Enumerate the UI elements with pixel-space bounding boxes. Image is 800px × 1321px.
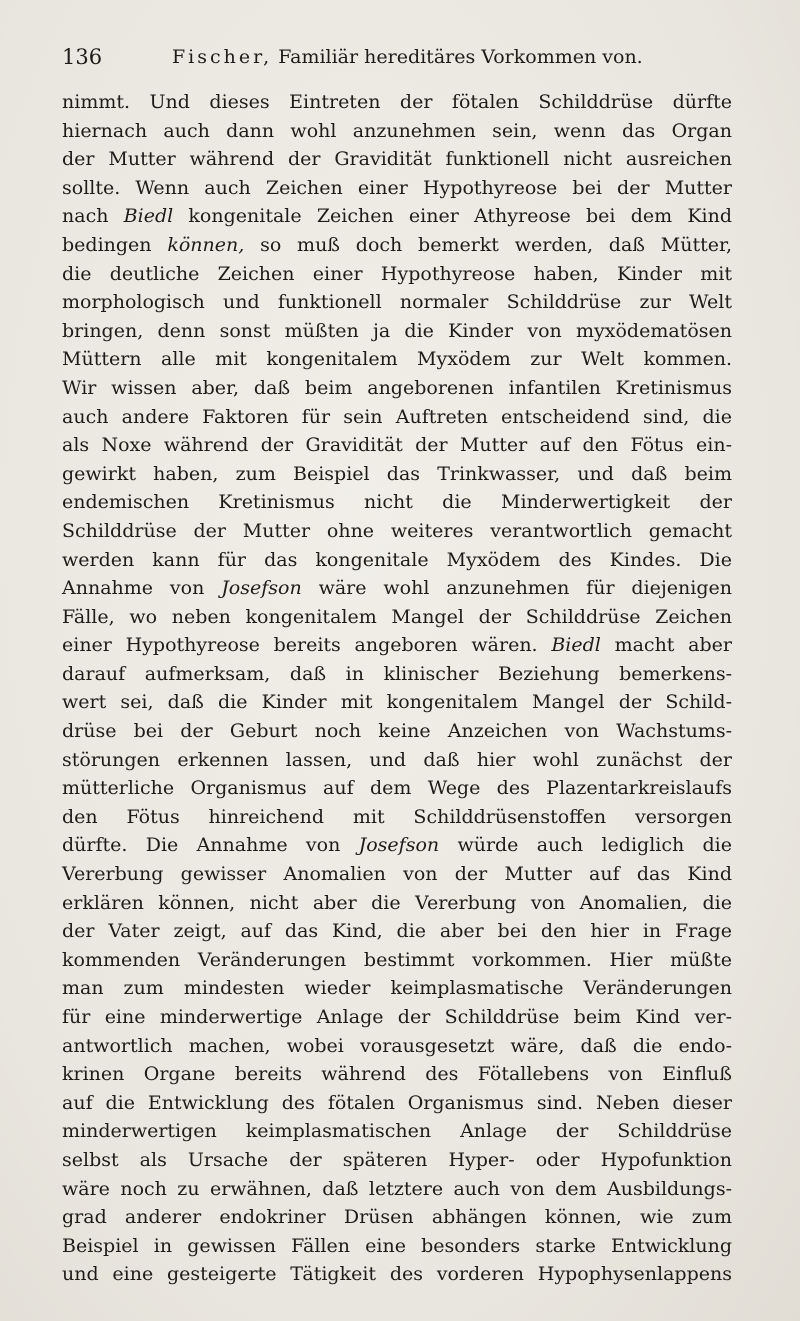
text-segment: der Mutter während der Gravidität funktionell nicht ausreichen — [62, 148, 732, 171]
text-line — [62, 202, 732, 231]
text-segment: würde auch lediglich die — [439, 834, 733, 857]
text-segment: Annahme von — [62, 577, 222, 600]
text-line — [62, 574, 732, 603]
text-line — [62, 1117, 732, 1146]
text-segment: störungen erkennen lassen, und daß hier wohl zunächst der — [62, 748, 732, 771]
text-line — [62, 403, 732, 432]
text-segment: den Fötus hinreichend mit Schilddrüsenstoffen versorgen — [62, 805, 732, 828]
cited-author: Biedl — [123, 205, 174, 228]
text-segment: bringen, denn sonst müßten ja die Kinder von myxödematösen — [62, 319, 732, 342]
text-segment: als Noxe während der Gravidität der Mutter auf den Fötus ein- — [62, 434, 732, 457]
text-segment: minderwertigen keimplasmatischen Anlage der Schilddrüse — [62, 1120, 732, 1143]
cited-author: Josefson — [358, 834, 440, 857]
text-segment: darauf aufmerksam, daß in klinischer Beziehung bemerkens- — [62, 662, 732, 685]
text-segment: Müttern alle mit kongenitalem Myxödem zur Welt kommen. — [62, 348, 732, 371]
chapter-title: Familiär hereditäres Vorkommen von. — [278, 46, 643, 68]
running-title — [172, 42, 643, 72]
text-line — [62, 1060, 732, 1089]
text-segment: auf die Entwicklung des fötalen Organismus sind. Neben dieser — [62, 1091, 732, 1114]
text-line — [62, 889, 732, 918]
text-line — [62, 546, 732, 575]
text-segment: auch andere Faktoren für sein Auftreten entscheidend sind, die — [62, 405, 732, 428]
text-segment: hiernach auch dann wohl anzunehmen sein, wenn das Organ — [62, 119, 732, 142]
text-line — [62, 288, 732, 317]
text-line — [62, 431, 732, 460]
text-line — [62, 260, 732, 289]
text-line — [62, 488, 732, 517]
text-segment: Wir wissen aber, daß beim angeborenen infantilen Kretinismus — [62, 376, 732, 399]
text-line — [62, 774, 732, 803]
text-line — [62, 831, 732, 860]
text-line — [62, 660, 732, 689]
text-segment: der Vater zeigt, auf das Kind, die aber bei den hier in Frage — [62, 920, 732, 943]
text-segment: man zum mindesten wieder keimplasmatische Veränderungen — [62, 977, 732, 1000]
text-line — [62, 345, 732, 374]
text-segment: bedingen — [62, 233, 168, 256]
text-line — [62, 1003, 732, 1032]
cited-author: Biedl — [551, 634, 601, 657]
page-number: 136 — [62, 45, 103, 69]
text-segment: und eine gesteigerte Tätigkeit des vorderen Hypophysenlappens — [62, 1263, 732, 1286]
text-line — [62, 174, 732, 203]
cited-author: Josefson — [221, 577, 302, 600]
text-line — [62, 1260, 732, 1289]
text-segment: nach — [62, 205, 124, 228]
text-segment: krinen Organe bereits während des Fötallebens von Einfluß — [62, 1063, 732, 1086]
text-segment: gewirkt haben, zum Beispiel das Trinkwasser, und daß beim — [62, 462, 732, 485]
text-segment: kommenden Veränderungen bestimmt vorkommen. Hier müßte — [62, 948, 732, 971]
text-segment: wäre noch zu erwähnen, daß letztere auch von dem Ausbildungs- — [62, 1177, 732, 1200]
body-text — [62, 88, 732, 1289]
text-segment: wäre wohl anzunehmen für diejenigen — [301, 577, 732, 600]
text-segment: werden kann für das kongenitale Myxödem des Kindes. Die — [62, 548, 732, 571]
text-segment: Beispiel in gewissen Fällen eine besonders starke Entwicklung — [62, 1234, 732, 1257]
author-name: Fischer, — [172, 46, 273, 68]
text-line — [62, 460, 732, 489]
text-segment: so muß doch bemerkt werden, daß Mütter, — [244, 233, 733, 256]
text-line — [62, 631, 732, 660]
text-segment: morphologisch und funktionell normaler Schilddrüse zur Welt — [62, 291, 732, 314]
text-segment: Vererbung gewisser Anomalien von der Mutter auf das Kind — [62, 863, 732, 886]
text-line — [62, 1232, 732, 1261]
text-line — [62, 317, 732, 346]
text-line — [62, 1203, 732, 1232]
text-segment: die deutliche Zeichen einer Hypothyreose haben, Kinder mit — [62, 262, 732, 285]
text-line — [62, 88, 732, 117]
text-segment: antwortlich machen, wobei vorausgesetzt wäre, daß die endo- — [62, 1034, 732, 1057]
text-segment: für eine minderwertige Anlage der Schilddrüse beim Kind ver- — [62, 1006, 732, 1028]
text-segment: mütterliche Organismus auf dem Wege des Plazentarkreislaufs — [62, 777, 732, 800]
text-segment: erklären können, nicht aber die Vererbung von Anomalien, die — [62, 891, 732, 914]
text-segment: macht aber — [600, 634, 732, 657]
text-line — [62, 117, 732, 146]
cited-author: können, — [167, 233, 245, 256]
text-line — [62, 917, 732, 946]
text-line — [62, 717, 732, 746]
text-line — [62, 145, 732, 174]
text-line — [62, 1175, 732, 1204]
text-segment: endemischen Kretinismus nicht die Minderwertigkeit der — [62, 491, 732, 514]
text-segment: grad anderer endokriner Drüsen abhängen können, wie zum — [62, 1206, 732, 1229]
text-segment: wert sei, daß die Kinder mit kongenitalem Mangel der Schild- — [62, 691, 732, 714]
text-line — [62, 1089, 732, 1118]
text-line — [62, 746, 732, 775]
text-line — [62, 603, 732, 632]
text-line — [62, 860, 732, 889]
text-line — [62, 1032, 732, 1061]
text-line — [62, 946, 732, 975]
text-line — [62, 688, 732, 717]
text-line — [62, 803, 732, 832]
text-segment: nimmt. Und dieses Eintreten der fötalen Schilddrüse dürfte — [62, 91, 732, 113]
text-line — [62, 374, 732, 403]
text-segment: drüse bei der Geburt noch keine Anzeichen von Wachstums- — [62, 720, 732, 743]
text-line — [62, 974, 732, 1003]
text-segment: Fälle, wo neben kongenitalem Mangel der Schilddrüse Zeichen — [62, 605, 732, 628]
text-line — [62, 1146, 732, 1175]
text-line — [62, 517, 732, 546]
text-segment: dürfte. Die Annahme von — [62, 834, 359, 857]
text-segment: kongenitale Zeichen einer Athyreose bei dem Kind — [173, 205, 732, 228]
text-segment: einer Hypothyreose bereits angeboren wären. — [62, 634, 552, 657]
text-line — [62, 231, 732, 260]
text-segment: selbst als Ursache der späteren Hyper- oder Hypofunktion — [62, 1148, 732, 1171]
running-head — [62, 42, 762, 72]
text-segment: sollte. Wenn auch Zeichen einer Hypothyreose bei der Mutter — [62, 176, 732, 199]
text-segment: Schilddrüse der Mutter ohne weiteres verantwortlich gemacht — [62, 519, 732, 542]
